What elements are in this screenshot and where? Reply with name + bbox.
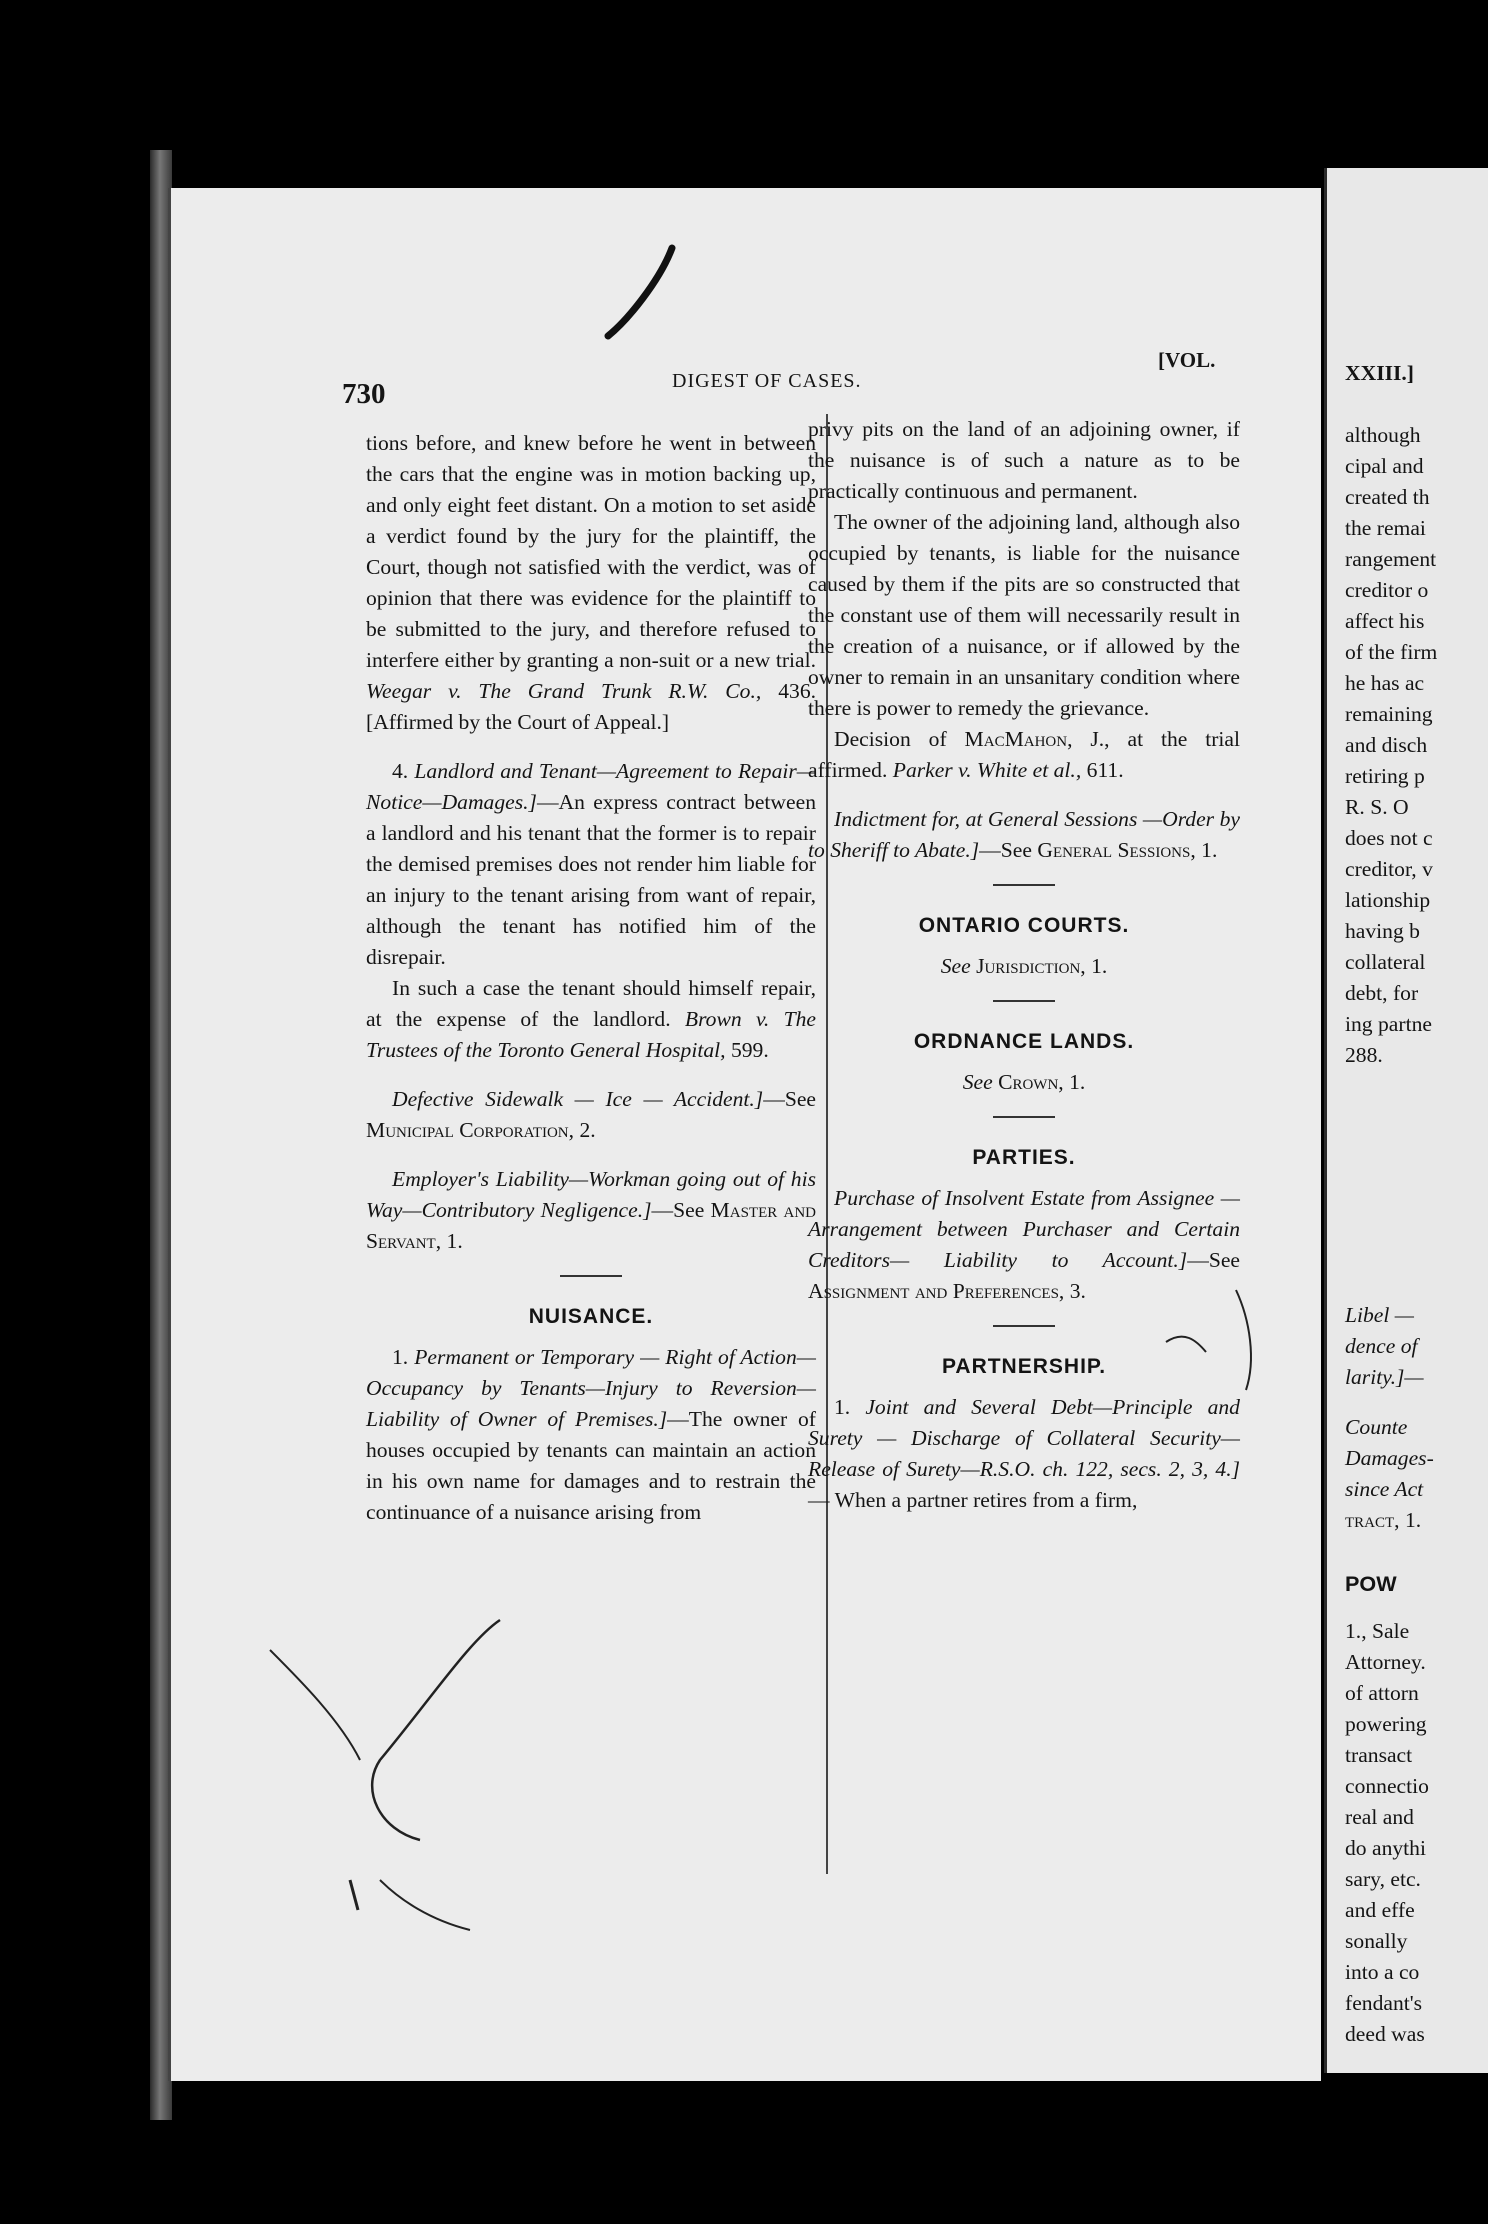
reference-title: Municipal Corporation, xyxy=(366,1118,575,1142)
middle-column xyxy=(808,414,1240,1516)
section-divider xyxy=(993,1000,1055,1002)
section-heading: ORDNANCE LANDS. xyxy=(913,1030,1135,1053)
section-heading: PARTIES. xyxy=(972,1146,1076,1169)
text-line: do anythi xyxy=(1345,1836,1426,1860)
text-line: does not c xyxy=(1345,826,1433,850)
entry-title: Permanent or Temporary — Right of Action—Occupancy by Tenants—Injury to Reversion—Liability of Owner of Premises.] xyxy=(366,1345,816,1431)
text-line: created th xyxy=(1345,485,1430,509)
text-line: tract, 1. xyxy=(1345,1508,1422,1532)
entry-number: 1. xyxy=(392,1345,409,1369)
case-page: 436. [Affirmed by the Court of Appeal.] xyxy=(366,679,817,734)
text-line: rangement xyxy=(1345,547,1437,571)
text-line: since Act xyxy=(1345,1477,1424,1501)
section-divider xyxy=(560,1275,622,1277)
text-line: cipal and xyxy=(1345,454,1424,478)
text-line: deed was xyxy=(1345,2022,1425,2046)
text-line: creditor, v xyxy=(1345,857,1433,881)
paragraph xyxy=(366,973,816,1066)
reference-number: 2. xyxy=(579,1118,596,1142)
paragraph-text: at the trial affirmed. xyxy=(808,727,1240,782)
cross-reference xyxy=(808,804,1240,866)
text-line: real and xyxy=(1345,1805,1414,1829)
text-line: of the firm xyxy=(1345,640,1438,664)
cross-reference xyxy=(366,1084,816,1146)
text-line: debt, for xyxy=(1345,981,1419,1005)
facing-text-block xyxy=(1345,1412,1488,1536)
text-line: Attorney. xyxy=(1345,1650,1426,1674)
paragraph xyxy=(808,724,1240,786)
text-line: and disch xyxy=(1345,733,1428,757)
reference-title: Assignment and Preferences, xyxy=(808,1279,1065,1303)
cross-reference xyxy=(808,1067,1240,1098)
cross-reference xyxy=(808,1183,1240,1307)
entry-title: Employer's Liability—Workman going out of his Way—Contributory Negligence.] xyxy=(366,1167,816,1222)
see-label: —See xyxy=(763,1087,816,1111)
entry-number: 1. xyxy=(834,1395,851,1419)
section-heading: ONTARIO COURTS. xyxy=(918,914,1130,937)
see-label: See xyxy=(940,954,971,978)
text-line: 288. xyxy=(1345,1043,1383,1067)
text-line: remaining xyxy=(1345,702,1433,726)
see-label: —See xyxy=(1187,1248,1240,1272)
reference-number: 1. xyxy=(1091,954,1108,978)
text-line: powering xyxy=(1345,1712,1427,1736)
text-line: although xyxy=(1345,423,1421,447)
text-line: fendant's xyxy=(1345,1991,1423,2015)
text-line: transact xyxy=(1345,1743,1413,1767)
see-label: —See xyxy=(651,1198,705,1222)
paragraph: The owner of the adjoining land, although also occupied by tenants, is liable for the nuisance caused by them if the pits are so constructed that the constant use of them will necessarily result in the creation of a nuisance, or if allowed by the owner to remain in an unsanitary condition where there is power to remedy the grievance. xyxy=(808,510,1240,720)
facing-text-block xyxy=(1345,1616,1488,2050)
text-line: affect his xyxy=(1345,609,1425,633)
case-page: 599. xyxy=(730,1038,769,1062)
text-line: larity.]— xyxy=(1345,1365,1424,1389)
text-line: ing partne xyxy=(1345,1012,1432,1036)
reference-title: General Sessions, xyxy=(1037,838,1196,862)
paragraph-text: Decision of xyxy=(834,727,947,751)
entry-title: Landlord and Tenant—Agreement to Repair—Notice—Damages.] xyxy=(366,759,816,814)
entry-title: Defective Sidewalk — Ice — Accident.] xyxy=(392,1087,764,1111)
reference-number: 3. xyxy=(1069,1279,1086,1303)
text-line: creditor o xyxy=(1345,578,1429,602)
text-line: dence of xyxy=(1345,1334,1418,1358)
section-heading: NUISANCE. xyxy=(528,1305,654,1328)
text-line: the remai xyxy=(1345,516,1426,540)
text-line: sonally xyxy=(1345,1929,1408,1953)
paragraph xyxy=(366,428,816,738)
text-line: of attorn xyxy=(1345,1681,1419,1705)
text-line: sary, etc. xyxy=(1345,1867,1421,1891)
text-line: into a co xyxy=(1345,1960,1420,1984)
paragraph-text: — When a partner retires from a firm, xyxy=(808,1488,1138,1512)
case-citation: Weegar v. The Grand Trunk R.W. Co., xyxy=(366,679,762,703)
text-line: retiring p xyxy=(1345,764,1425,788)
paragraph: privy pits on the land of an adjoining owner, if the nuisance is of such a nature as to be practically continuous and permanent. xyxy=(808,417,1240,503)
entry-title: Purchase of Insolvent Estate from Assignee — Arrangement between Purchaser and Certain Creditors— Liability to Account.] xyxy=(808,1186,1240,1272)
text-line: lationship xyxy=(1345,888,1431,912)
section-divider xyxy=(993,884,1055,886)
judge-name: MacMahon, J., xyxy=(964,727,1110,751)
paragraph-text: —An express contract between a landlord and his tenant that the former is to repair the demised premises does not render him liable for an injury to the tenant arising from want of repair, although the tenant has notified him of the disrepair. xyxy=(366,790,816,969)
volume-label: [VOL. xyxy=(1158,348,1216,372)
entry-title: Joint and Several Debt—Principle and Surety — Discharge of Collateral Security—Release of Surety—R.S.O. ch. 122, secs. 2, 3, 4.] xyxy=(808,1395,1240,1481)
text-line: and effe xyxy=(1345,1898,1415,1922)
paragraph xyxy=(366,1342,816,1528)
page-number: 730 xyxy=(342,378,386,410)
entry-title: Indictment for, at General Sessions —Order by to Sheriff to Abate.] xyxy=(808,807,1240,862)
case-citation: Parker v. White et al., xyxy=(892,758,1082,782)
reference-number: 1. xyxy=(1069,1070,1086,1094)
paragraph xyxy=(808,1392,1240,1516)
text-line: collateral xyxy=(1345,950,1426,974)
text-line: Libel — xyxy=(1345,1303,1414,1327)
facing-page-header: XXIII.] xyxy=(1345,361,1414,385)
text-line: Counte xyxy=(1345,1415,1408,1439)
reference-number: 1. xyxy=(446,1229,463,1253)
section-divider xyxy=(993,1116,1055,1118)
reference-title: Jurisdiction, xyxy=(976,954,1086,978)
facing-page-fragment xyxy=(1324,168,1488,2073)
section-divider xyxy=(993,1325,1055,1327)
see-label: See xyxy=(962,1070,993,1094)
facing-text-block xyxy=(1345,420,1488,1071)
reference-number: 1. xyxy=(1201,838,1218,862)
case-page: 611. xyxy=(1086,758,1124,782)
text-line: 1., Sale xyxy=(1345,1619,1410,1643)
text-line: connectio xyxy=(1345,1774,1429,1798)
case-citation: Brown v. The Trustees of the Toronto General Hospital, xyxy=(366,1007,816,1062)
cross-reference xyxy=(808,951,1240,982)
facing-section-heading: POW xyxy=(1345,1571,1397,1596)
paragraph-text: In such a case the tenant should himself repair, at the expense of the landlord. xyxy=(366,976,816,1031)
entry-number: 4. xyxy=(392,759,409,783)
paragraph-text: —The owner of houses occupied by tenants can maintain an action in his own name for damages and to restrain the continuance of a nuisance arising from xyxy=(366,1407,816,1524)
text-line: having b xyxy=(1345,919,1420,943)
see-label: —See xyxy=(979,838,1032,862)
text-line: he has ac xyxy=(1345,671,1425,695)
reference-title: Crown, xyxy=(998,1070,1064,1094)
paragraph-text: tions before, and knew before he went in between the cars that the engine was in motion backing up, and only eight feet distant. On a motion to set aside a verdict found by the jury for the plaintiff, the Court, though not satisfied with the verdict, was of opinion that there was evidence for the plaintiff to be submitted to the jury, and therefore refused to interfere either by granting a non-suit or a new trial. xyxy=(366,431,816,672)
facing-text-block xyxy=(1345,1300,1488,1393)
paragraph xyxy=(366,756,816,973)
text-line: R. S. O xyxy=(1345,795,1409,819)
cross-reference xyxy=(366,1164,816,1257)
section-heading: PARTNERSHIP. xyxy=(941,1355,1107,1378)
running-title: DIGEST OF CASES. xyxy=(672,370,862,392)
text-line: Damages- xyxy=(1345,1446,1434,1470)
left-column xyxy=(366,428,816,1528)
reference-title: Master and Servant, xyxy=(366,1198,816,1253)
